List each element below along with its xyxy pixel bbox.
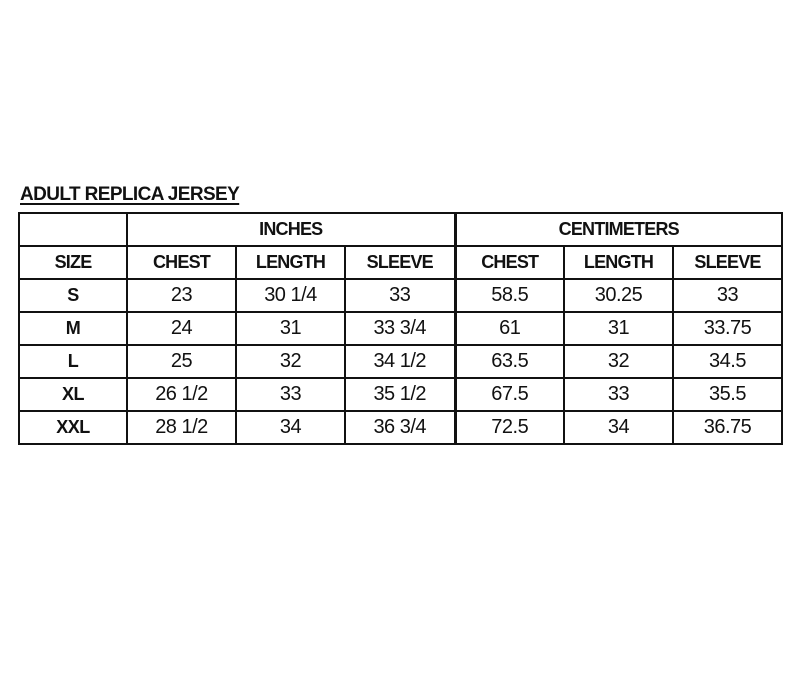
cm-length-value: 34 xyxy=(564,411,673,444)
inches-sleeve-header: SLEEVE xyxy=(345,246,455,279)
inches-chest-value: 26 1/2 xyxy=(127,378,236,411)
inches-chest-value: 28 1/2 xyxy=(127,411,236,444)
cm-length-value: 30.25 xyxy=(564,279,673,312)
inches-sleeve-value: 34 1/2 xyxy=(345,345,455,378)
cm-length-header: LENGTH xyxy=(564,246,673,279)
inches-chest-value: 24 xyxy=(127,312,236,345)
cm-chest-value: 61 xyxy=(455,312,564,345)
inches-length-value: 34 xyxy=(236,411,345,444)
cm-chest-value: 58.5 xyxy=(455,279,564,312)
inches-chest-value: 25 xyxy=(127,345,236,378)
inches-length-value: 30 1/4 xyxy=(236,279,345,312)
table-row xyxy=(19,312,782,345)
inches-sleeve-value: 33 xyxy=(345,279,455,312)
size-label: L xyxy=(19,345,127,378)
table-title: ADULT REPLICA JERSEY xyxy=(20,184,240,205)
inches-length-value: 33 xyxy=(236,378,345,411)
cm-sleeve-header: SLEEVE xyxy=(673,246,782,279)
centimeters-group-header: CENTIMETERS xyxy=(455,213,782,246)
inches-sleeve-value: 36 3/4 xyxy=(345,411,455,444)
cm-length-value: 32 xyxy=(564,345,673,378)
table-row xyxy=(19,345,782,378)
cm-length-value: 31 xyxy=(564,312,673,345)
size-label: S xyxy=(19,279,127,312)
cm-sleeve-value: 35.5 xyxy=(673,378,782,411)
cm-chest-value: 72.5 xyxy=(455,411,564,444)
size-label: M xyxy=(19,312,127,345)
empty-corner-cell xyxy=(19,213,127,246)
cm-chest-header: CHEST xyxy=(455,246,564,279)
cm-length-value: 33 xyxy=(564,378,673,411)
inches-length-value: 32 xyxy=(236,345,345,378)
column-header-row xyxy=(19,246,782,279)
table-row xyxy=(19,411,782,444)
cm-chest-value: 63.5 xyxy=(455,345,564,378)
table-row xyxy=(19,378,782,411)
cm-sleeve-value: 34.5 xyxy=(673,345,782,378)
cm-sleeve-value: 33 xyxy=(673,279,782,312)
cm-chest-value: 67.5 xyxy=(455,378,564,411)
inches-sleeve-value: 33 3/4 xyxy=(345,312,455,345)
cm-sleeve-value: 33.75 xyxy=(673,312,782,345)
size-column-header: SIZE xyxy=(19,246,127,279)
inches-length-header: LENGTH xyxy=(236,246,345,279)
size-chart-table xyxy=(18,212,783,445)
inches-chest-header: CHEST xyxy=(127,246,236,279)
size-label: XXL xyxy=(19,411,127,444)
cm-sleeve-value: 36.75 xyxy=(673,411,782,444)
inches-sleeve-value: 35 1/2 xyxy=(345,378,455,411)
size-label: XL xyxy=(19,378,127,411)
inches-length-value: 31 xyxy=(236,312,345,345)
table-row xyxy=(19,279,782,312)
group-header-row xyxy=(19,213,782,246)
inches-group-header: INCHES xyxy=(127,213,455,246)
inches-chest-value: 23 xyxy=(127,279,236,312)
